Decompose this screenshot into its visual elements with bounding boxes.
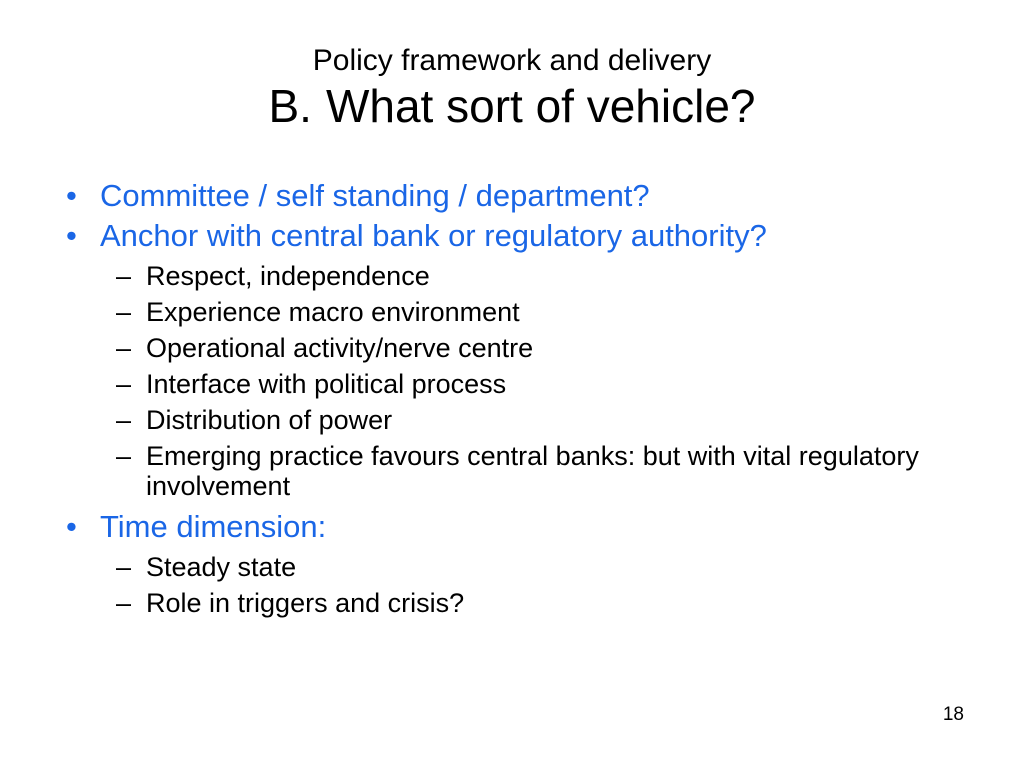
bullet-marker: • xyxy=(66,509,77,544)
bullet-list xyxy=(60,176,980,624)
sub-bullet-text: Role in triggers and crisis? xyxy=(146,588,465,618)
sub-bullet-item xyxy=(60,552,980,582)
sub-bullet-item xyxy=(60,261,980,291)
sub-bullet-text: Operational activity/nerve centre xyxy=(146,333,534,363)
title-line-1: Policy framework and delivery xyxy=(312,44,712,77)
sub-bullet-marker: – xyxy=(116,588,132,618)
sub-bullet-item xyxy=(60,297,980,327)
sub-bullet-item xyxy=(60,588,980,618)
sub-bullet-text: Distribution of power xyxy=(146,405,393,435)
sub-bullet-text: Steady state xyxy=(146,552,297,582)
sub-bullet-item xyxy=(60,405,980,435)
title-main: What sort of vehicle? xyxy=(325,80,756,132)
title-prefix: B. xyxy=(268,80,312,132)
sub-bullet-item xyxy=(60,333,980,363)
sub-bullet-item xyxy=(60,441,980,501)
sub-bullet-item xyxy=(60,369,980,399)
sub-bullet-marker: – xyxy=(116,441,132,471)
sub-bullet-text: Respect, independence xyxy=(146,261,430,291)
sub-bullet-marker: – xyxy=(116,297,132,327)
bullet-marker: • xyxy=(66,218,77,253)
sub-bullet-text: Interface with political process xyxy=(146,369,507,399)
slide-title xyxy=(0,44,1024,134)
bullet-text: Committee / self standing / department? xyxy=(100,178,650,213)
bullet-item xyxy=(60,216,980,256)
sub-bullet-marker: – xyxy=(116,261,132,291)
sub-bullet-text: Emerging practice favours central banks: but with vital regulatory involvement xyxy=(146,441,919,501)
sub-bullet-marker: – xyxy=(116,369,132,399)
title-line-2 xyxy=(0,78,1024,134)
sub-bullet-marker: – xyxy=(116,333,132,363)
bullet-item xyxy=(60,176,980,216)
sub-bullet-marker: – xyxy=(116,552,132,582)
sub-bullet-marker: – xyxy=(116,405,132,435)
bullet-text: Time dimension: xyxy=(100,509,327,544)
bullet-text: Anchor with central bank or regulatory authority? xyxy=(100,218,767,253)
page-number: 18 xyxy=(942,704,964,725)
bullet-item xyxy=(60,507,980,547)
bullet-marker: • xyxy=(66,178,77,213)
sub-bullet-text: Experience macro environment xyxy=(146,297,520,327)
